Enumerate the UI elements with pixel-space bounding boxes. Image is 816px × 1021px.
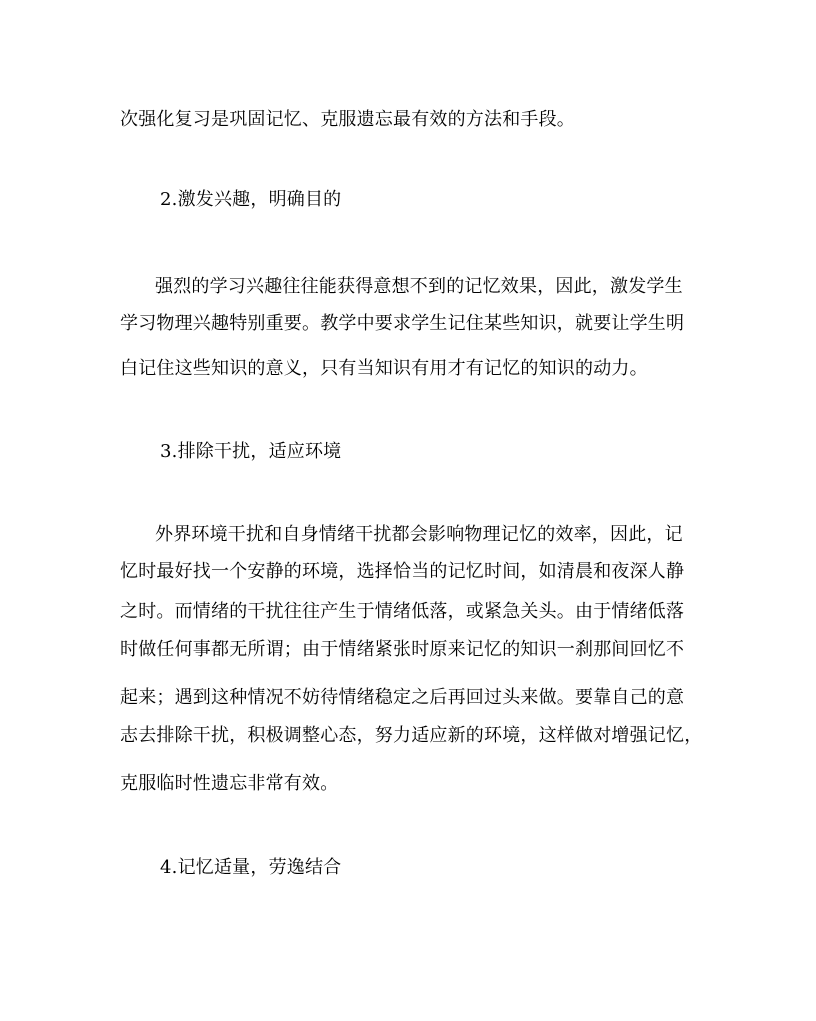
paragraph-line: 克服临时性遗忘非常有效。 <box>120 773 339 794</box>
paragraph-line: 白记住这些知识的意义，只有当知识有用才有记忆的知识的动力。 <box>120 358 648 379</box>
paragraph-line: 忆时最好找一个安静的环境，选择恰当的记忆时间，如清晨和夜深人静 <box>120 561 685 582</box>
section-heading: 3.排除干扰，适应环境 <box>160 441 342 462</box>
paragraph-line: 外界环境干扰和自身情绪干扰都会影响物理记忆的效率，因此，记 <box>155 524 683 545</box>
paragraph-line: 起来；遇到这种情况不妨待情绪稳定之后再回过头来做。要靠自己的意 <box>120 687 685 708</box>
paragraph-line: 次强化复习是巩固记忆、克服遗忘最有效的方法和手段。 <box>120 109 575 130</box>
paragraph-line: 学习物理兴趣特别重要。教学中要求学生记住某些知识，就要让学生明 <box>120 313 685 334</box>
paragraph-line: 志去排除干扰，积极调整心态，努力适应新的环境，这样做对增强记忆， <box>120 725 703 746</box>
paragraph-line: 时做任何事都无所谓；由于情绪紧张时原来记忆的知识一刹那间回忆不 <box>120 639 685 660</box>
paragraph-line: 强烈的学习兴趣往往能获得意想不到的记忆效果，因此，激发学生 <box>155 276 683 297</box>
section-heading: 2.激发兴趣，明确目的 <box>160 189 342 210</box>
paragraph-line: 之时。而情绪的干扰往往产生于情绪低落，或紧急关头。由于情绪低落 <box>120 601 685 622</box>
section-heading: 4.记忆适量，劳逸结合 <box>160 857 342 878</box>
